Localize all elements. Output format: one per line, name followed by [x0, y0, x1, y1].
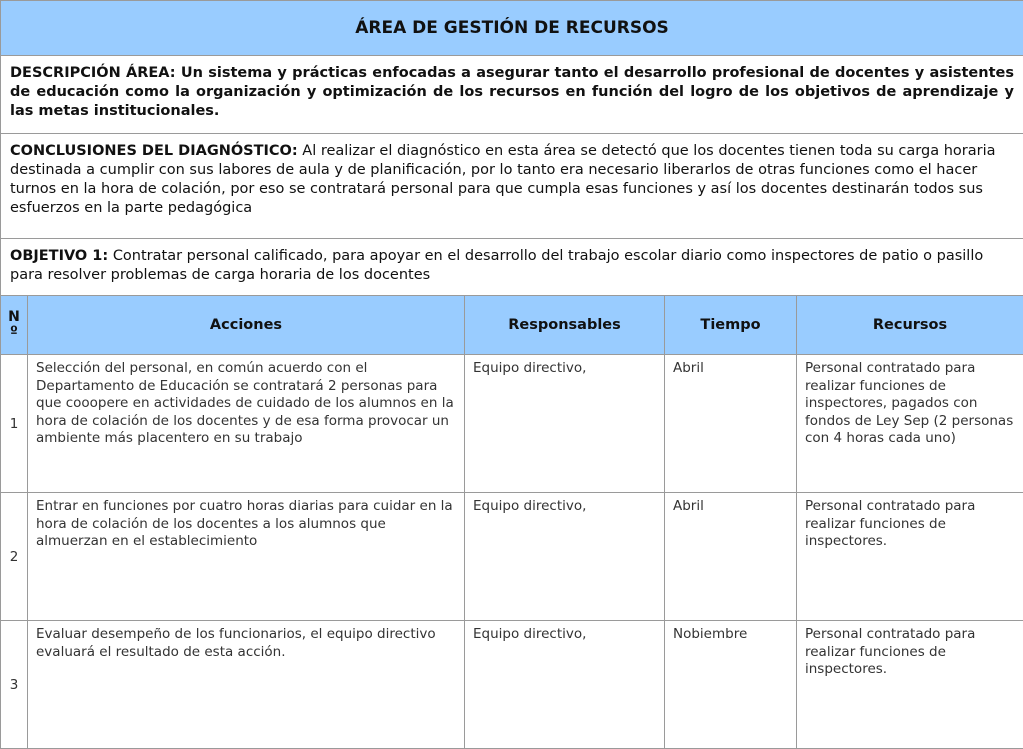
- diagnosis-conclusions-section: [1, 134, 1023, 239]
- row-number: 2: [1, 493, 28, 621]
- objective-section: [1, 239, 1023, 296]
- row-resources: Personal contratado para realizar funciones de inspectores.: [797, 493, 1023, 621]
- header-number-line2: º: [3, 325, 25, 340]
- header-time: Tiempo: [665, 296, 797, 355]
- row-time: Abril: [665, 493, 797, 621]
- table-row: [1, 621, 1023, 749]
- row-responsibles: Equipo directivo,: [465, 493, 665, 621]
- header-number: [1, 296, 28, 355]
- objective-text: Contratar personal calificado, para apoyar en el desarrollo del trabajo escolar diario como inspectores de patio o pasillo para resolver problemas de carga horaria de los docentes: [10, 248, 983, 283]
- row-action: Evaluar desempeño de los funcionarios, el equipo directivo evaluará el resultado de esta acción.: [28, 621, 465, 749]
- header-actions: Acciones: [28, 296, 465, 355]
- diagnosis-conclusions-label: CONCLUSIONES DEL DIAGNÓSTICO:: [10, 143, 298, 159]
- diagnosis-conclusions-text: Al realizar el diagnóstico en esta área se detectó que los docentes tienen toda su carga horaria destinada a cumplir con sus labores de aula y de planificación, por lo tanto era necesario liberarlos de otras funciones como el hacer turnos en la hora de colación, por eso se contratará personal para que cumpla esas funciones y así los docentes destinarán todos sus esfuerzos en la parte pedagógica: [10, 143, 995, 216]
- table-header-row: [1, 296, 1023, 355]
- row-number: 3: [1, 621, 28, 749]
- area-description-section: [1, 56, 1023, 134]
- row-responsibles: Equipo directivo,: [465, 621, 665, 749]
- document-title: ÁREA DE GESTIÓN DE RECURSOS: [1, 1, 1023, 56]
- row-resources: Personal contratado para realizar funciones de inspectores.: [797, 621, 1023, 749]
- row-resources: Personal contratado para realizar funciones de inspectores, pagados con fondos de Ley Sep (2 personas con 4 horas cada uno): [797, 355, 1023, 493]
- row-time: Abril: [665, 355, 797, 493]
- row-number: 1: [1, 355, 28, 493]
- row-action: Entrar en funciones por cuatro horas diarias para cuidar en la hora de colación de los docentes a los alumnos que almuerzan en el establecimiento: [28, 493, 465, 621]
- row-time: Nobiembre: [665, 621, 797, 749]
- header-number-line1: N: [3, 310, 25, 325]
- table-row: [1, 355, 1023, 493]
- row-action: Selección del personal, en común acuerdo con el Departamento de Educación se contratará 2 personas para que cooopere en actividades de cuidado de los alumnos en la hora de colación de los docentes y de esa forma provocar un ambiente más placentero en su trabajo: [28, 355, 465, 493]
- area-description-label: DESCRIPCIÓN ÁREA:: [10, 65, 176, 81]
- area-description-text: Un sistema y prácticas enfocadas a asegurar tanto el desarrollo profesional de docentes y asistentes de educación como la organización y optimización de los recursos en función del logro de los objetivos de aprendizaje y las metas institucionales.: [10, 65, 1014, 119]
- objective-label: OBJETIVO 1:: [10, 248, 108, 264]
- row-responsibles: Equipo directivo,: [465, 355, 665, 493]
- header-resources: Recursos: [797, 296, 1023, 355]
- header-responsibles: Responsables: [465, 296, 665, 355]
- table-row: [1, 493, 1023, 621]
